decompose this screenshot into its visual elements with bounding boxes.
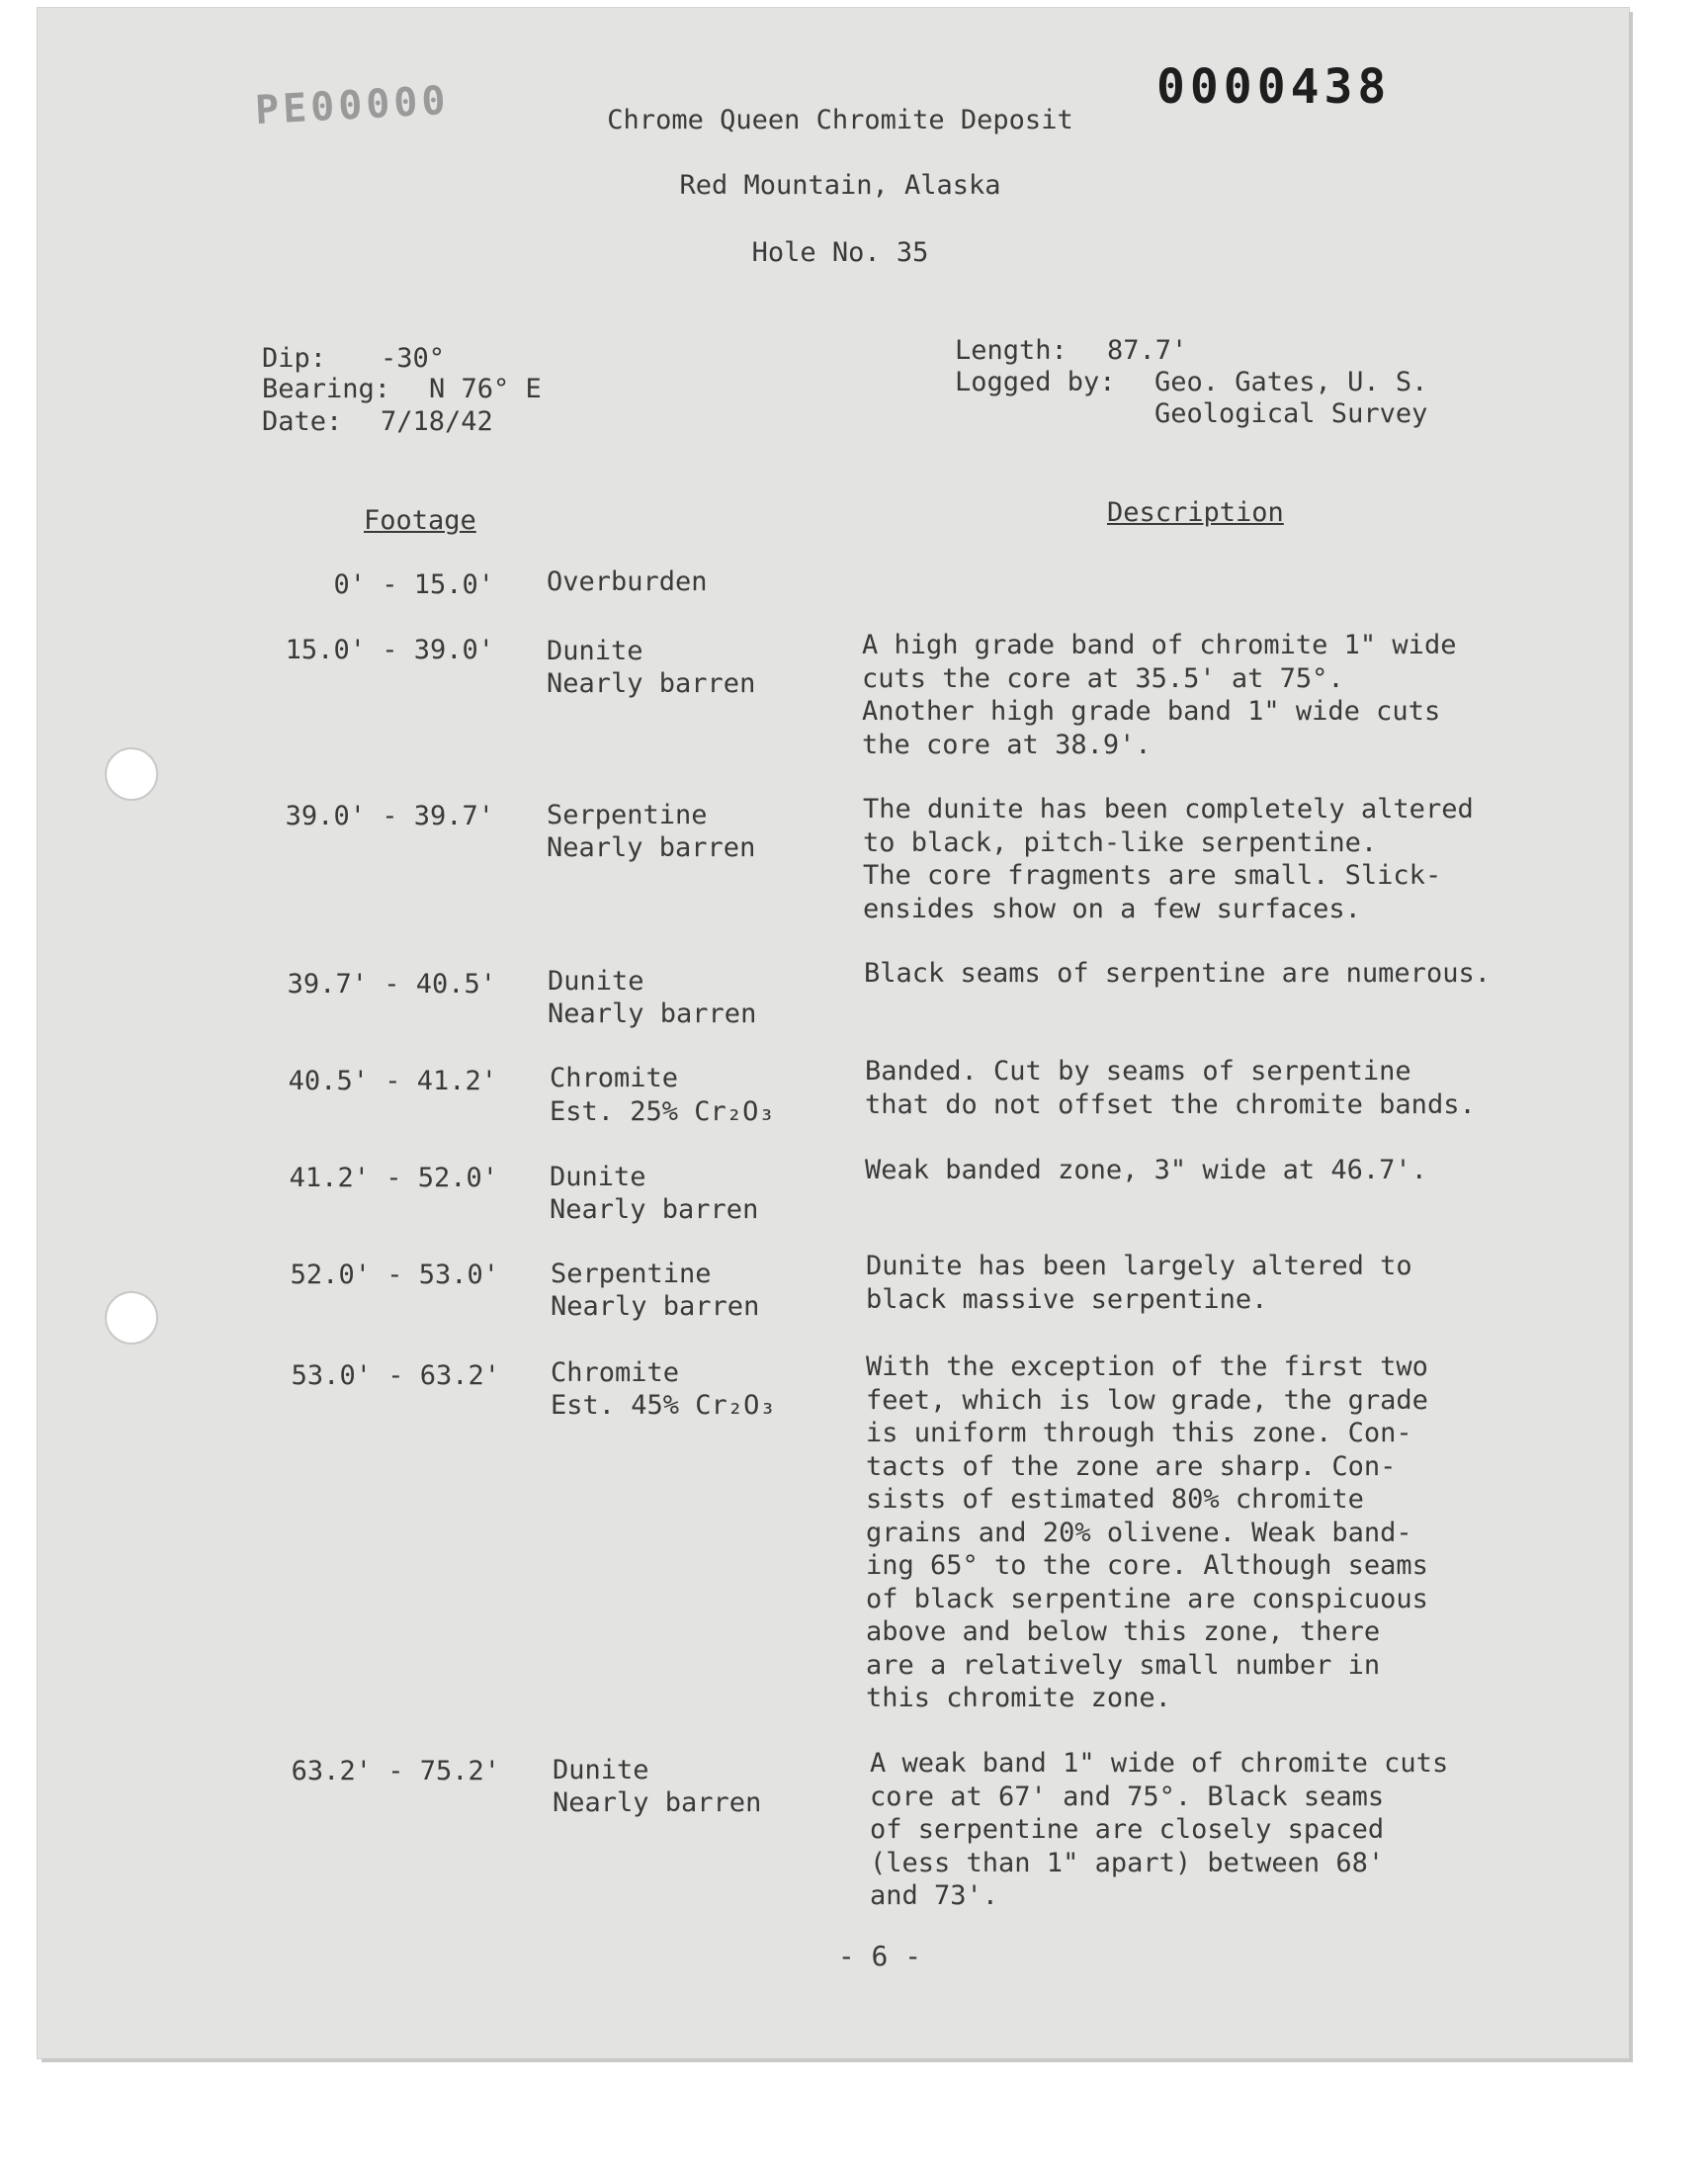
interval-description: The dunite has been completely altered to black, pitch-like serpentine. The core fragments are small. Slick- ensides show on a few surfaces. — [863, 794, 1474, 924]
bearing-value: N 76° E — [429, 374, 542, 404]
rock-type: Chromite — [551, 1357, 680, 1388]
bearing-label: Bearing: — [262, 374, 391, 404]
length-value: 87.7' — [1107, 335, 1188, 366]
date-value: 7/18/42 — [381, 406, 493, 437]
rock-type: Dunite — [550, 1162, 646, 1192]
footage-interval: 15.0' - 39.0' — [285, 635, 494, 665]
rock-type: Overburden — [547, 566, 708, 597]
footage-interval: 39.7' - 40.5' — [287, 969, 496, 1000]
stamp-left: PE00000 — [253, 77, 451, 134]
rock-note: Nearly barren — [547, 832, 756, 863]
rock-type: Dunite — [548, 966, 644, 997]
date-label: Date: — [262, 406, 343, 437]
dip-value: -30° — [381, 343, 446, 374]
interval-description: Weak banded zone, 3" wide at 46.7'. — [865, 1155, 1427, 1185]
interval-description: A weak band 1" wide of chromite cuts core at 67' and 75°. Black seams of serpentine are closely spaced (less than 1" apart) between 68' and 73'. — [870, 1748, 1449, 1911]
punch-hole-bottom — [105, 1291, 158, 1345]
document-location: Red Mountain, Alaska — [679, 170, 1001, 201]
description-column-header: Description — [1107, 497, 1284, 528]
interval-description: Banded. Cut by seams of serpentine that do not offset the chromite bands. — [865, 1056, 1476, 1120]
footage-interval: 52.0' - 53.0' — [290, 1260, 499, 1290]
rock-note: Nearly barren — [550, 1194, 759, 1225]
dip-label: Dip: — [262, 343, 327, 374]
rock-type: Chromite — [550, 1063, 679, 1093]
footage-interval: 53.0' - 63.2' — [291, 1360, 500, 1391]
footage-column-header: Footage — [364, 505, 476, 536]
length-label: Length: — [955, 335, 1068, 366]
document-title: Chrome Queen Chromite Deposit — [607, 105, 1073, 135]
footage-interval: 40.5' - 41.2' — [288, 1066, 497, 1096]
logged-by-value-line2: Geological Survey — [1154, 398, 1428, 429]
footage-interval: 63.2' - 75.2' — [291, 1756, 500, 1786]
interval-description: Black seams of serpentine are numerous. — [864, 958, 1491, 989]
logged-by-label: Logged by: — [955, 367, 1116, 397]
interval-description: With the exception of the first two feet, which is low grade, the grade is uniform through this zone. Con- tacts of the zone are sharp. Con- sists of estimated 80% chromite grains and 20% olivene. Weak band- ing 65° to the core. Although seams of black serpentine are conspicuous above and below this zone, there are a relatively small number in this chromite zone. — [866, 1351, 1428, 1713]
rock-type: Dunite — [547, 636, 643, 666]
rock-note: Est. 45% Cr₂O₃ — [551, 1390, 776, 1421]
rock-note: Nearly barren — [547, 668, 756, 699]
rock-type: Serpentine — [547, 800, 708, 830]
interval-description: Dunite has been largely altered to black massive serpentine. — [866, 1251, 1412, 1315]
hole-number: Hole No. 35 — [751, 237, 929, 268]
footage-interval: 39.0' - 39.7' — [285, 801, 494, 831]
footage-interval: 41.2' - 52.0' — [289, 1163, 498, 1193]
rock-note: Nearly barren — [553, 1787, 762, 1818]
footage-interval: 0' - 15.0' — [333, 569, 494, 600]
logged-by-value-line1: Geo. Gates, U. S. — [1154, 367, 1428, 397]
punch-hole-top — [105, 747, 158, 801]
page-number: - 6 - — [837, 1940, 922, 1972]
rock-note: Nearly barren — [551, 1291, 760, 1322]
rock-note: Nearly barren — [548, 999, 757, 1029]
rock-note: Est. 25% Cr₂O₃ — [550, 1096, 775, 1127]
document-number-stamp: 0000438 — [1156, 59, 1392, 115]
rock-type: Dunite — [553, 1755, 649, 1785]
rock-type: Serpentine — [551, 1259, 712, 1289]
interval-description: A high grade band of chromite 1" wide cuts the core at 35.5' at 75°. Another high grade band 1" wide cuts the core at 38.9'. — [862, 630, 1457, 760]
